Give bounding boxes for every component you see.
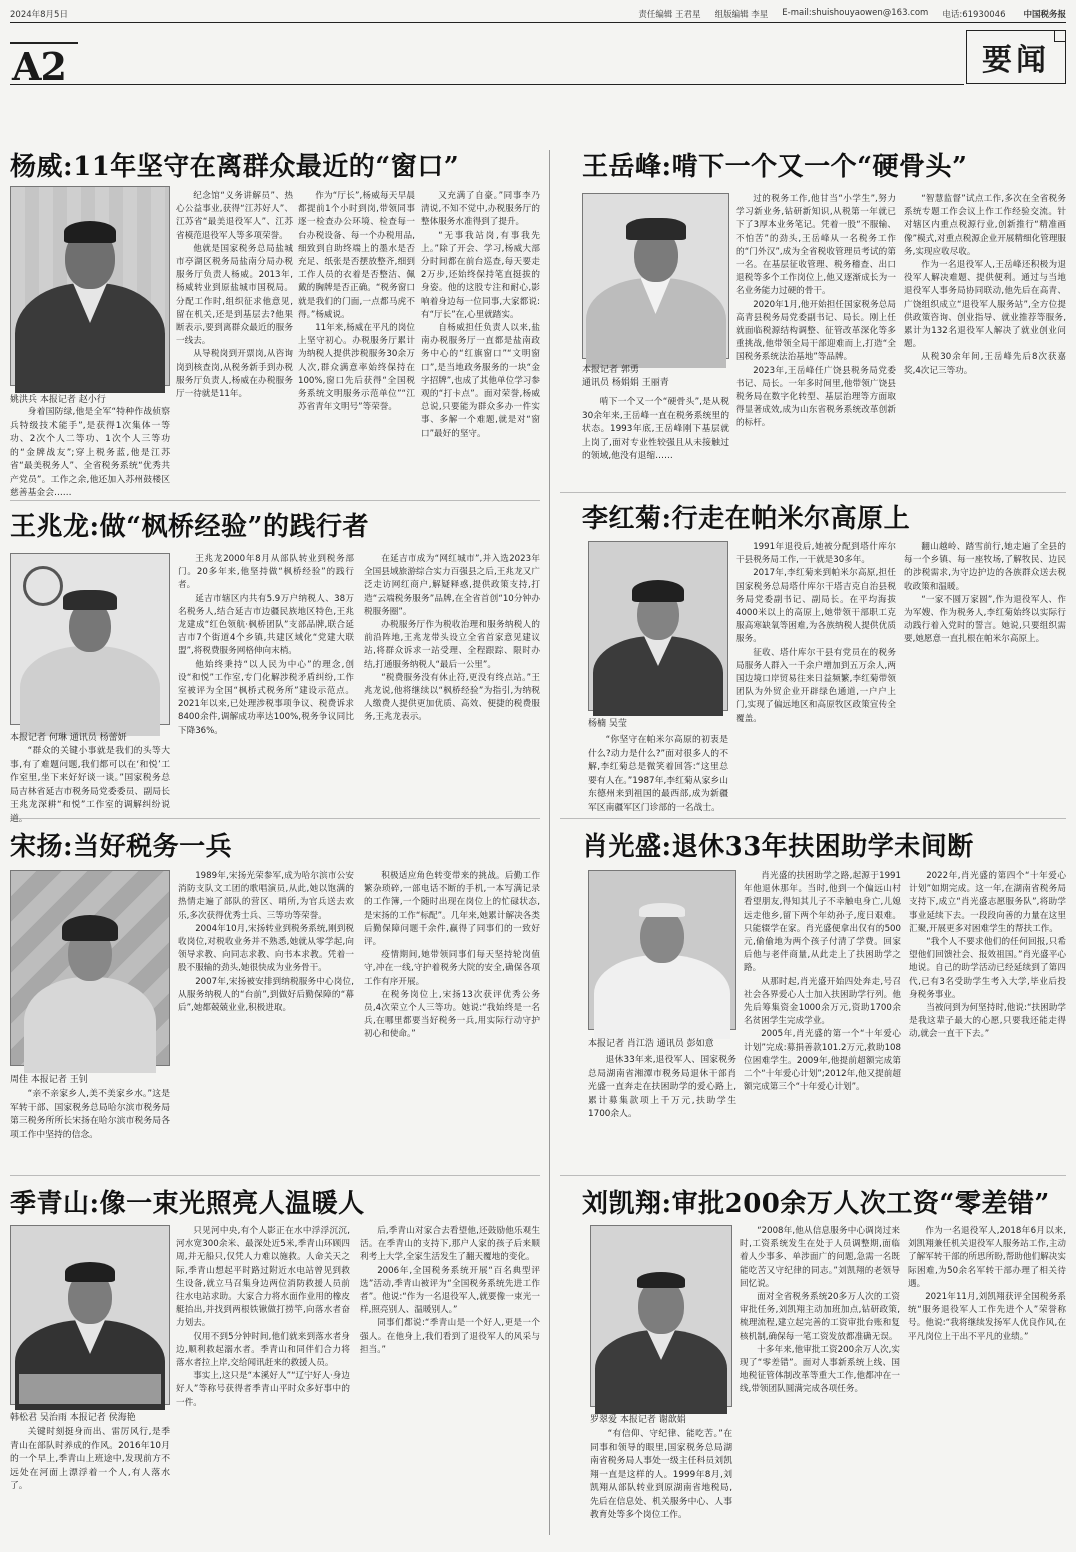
paragraph: 延吉市辖区内共有5.9万户纳税人、38万名税务人,结合延吉市边疆民族地区特色,王兆龙建成“红色领航·枫桥团队”支部品牌,联合延吉市7个街道4个乡镇,共建区域化“党建大联盟”,将税费服务网格伸向末梢。	[178, 593, 354, 657]
article-separator	[10, 818, 540, 819]
portrait-photo-jiqingshan	[10, 1225, 170, 1405]
photo-caption: 本报记者 郭勇 通讯员 杨娟娟 王丽青	[582, 365, 669, 388]
paragraph: 2023年,王岳峰任广饶县税务局党委书记、局长。一年多时间里,他带领广饶县税务局在数字化转型、基层治理等方面取得显著成效,成为山东省税务系统改革创新的标杆。	[736, 365, 896, 429]
paragraph: 作为一名退役军人,王岳峰还积极为退役军人解决难题、提供便利。通过与当地退役军人事务局协同联动,他先后在高青、广饶组织成立“退役军人服务站”,全方位提供政策咨询、创业指导、就业推荐等服务,累计为132名退役军人解决了就业创业问题。	[904, 260, 1066, 350]
paragraph: “一家不圆万家圆”,作为退役军人、作为军嫂、作为税务人,李红菊始终以实际行动践行着入党时的誓言。她说,只要组织需要,她愿意一直扎根在帕米尔高原上。	[904, 594, 1066, 645]
headline-wangyuefeng: 王岳峰:啃下一个又一个“硬骨头”	[582, 152, 968, 182]
paragraph: 在税务岗位上,宋扬13次获评优秀公务员,4次荣立个人三等功。她说:“我始终是一名兵,在哪里都要当好税务一兵,用实际行动守护初心和使命。”	[364, 989, 540, 1040]
portrait-photo-xiaoguangsheng	[588, 870, 736, 1030]
article-lead: “你坚守在帕米尔高原的初衷是什么?动力是什么?”面对很多人的不解,李红菊总是微笑着回答:“这里总要有人在。”1987年,李红菊从家乡山东德州来到祖国的最西部,成为新疆军区南疆军区门诊部的一名战士。	[588, 735, 728, 813]
article-column	[904, 541, 1066, 813]
article-lead: 身着国防绿,他是全军“特种作战侦察兵特级技术能手”,是获得1次集体一等功、2次个人二等功、1次个人三等功的“金牌战友”;穿上税务蓝,他是江苏省“最美税务人”、全省税务系统“优秀共产党员”。工作之余,他还加入苏州鼓楼区慈善基金会……	[10, 407, 170, 498]
paragraph: 他始终秉持“以人民为中心”的理念,创设“和悦”工作室,专门化解涉税矛盾纠纷,工作室被评为全国“枫桥式税务所”建设示范点。2021年以来,已处理涉税事项争议、税费诉求8400余件,调解成功率达100%,税务争议同比下降36%。	[178, 659, 354, 736]
portrait-photo-songyang	[10, 870, 170, 1066]
paragraph: “2008年,他从信息服务中心调岗过来时,工资系统发生在处于人员调整期,面临着人少事多、单涉面广的问题,急需一名既能吃苦又守纪律的同志。”刘凯翔的老领导回忆说。	[740, 1226, 900, 1289]
article-column	[364, 870, 540, 1168]
article-lead: “亲不亲家乡人,美不美家乡水。”这是军转干部、国家税务总局哈尔滨市税务局第三税务所所长宋扬在哈尔滨市税务局各项工作中坚持的信念。	[10, 1089, 170, 1140]
paragraph: 自杨威担任负责人以来,盐南办税服务厅一直都是盐南政务中心的“红旗窗口”“文明窗口”,是当地政务服务的一块“金字招牌”,也成了其他单位学习参观的“打卡点”。面对荣誉,杨威总说,只要能为群众多办一件实事、多解一个难题,就是对“窗口”最好的坚守。	[421, 323, 540, 439]
portrait-photo-yangwei	[10, 186, 170, 386]
paragraph: 当被问到为何坚持时,他说:“扶困助学是我这辈子最大的心愿,只要我还能走得动,就会一直干下去。”	[909, 1003, 1066, 1040]
article-column	[176, 1225, 350, 1535]
section-title-box	[966, 30, 1066, 84]
article-column	[744, 870, 901, 1168]
paragraph: 同事们都说:“季青山是一个好人,更是一个强人。在他身上,我们看到了退役军人的风采与担当。”	[360, 1318, 540, 1355]
paragraph: 事实上,这只是“本溪好人”“辽宁好人·身边好人”等称号获得者季青山平时众多好事中的一件。	[176, 1371, 350, 1408]
paragraph: 后,季青山对家合去看望他,还鼓励他乐观生活。在季青山的支持下,那户人家的孩子后来顺利考上大学,全家生活发生了翻天覆地的变化。	[360, 1226, 540, 1263]
paragraph: 办税服务厅作为税收治理和服务纳税人的前沿阵地,王兆龙带头设立全省首家意见建议站,将群众诉求一站受理、全程跟踪、限时办结,打通服务纳税人“最后一公里”。	[364, 620, 540, 670]
paragraph: 作为一名退役军人,2018年6月以来,刘凯翔兼任机关退役军人服务站工作,主动了解军转干部的所思所盼,帮助他们解决实际困难,为50余名军转干部办理了相关待遇。	[908, 1226, 1066, 1289]
photo-caption: 罗翠爱 本报记者 谢歆娟	[590, 1415, 686, 1425]
page-header-bar	[10, 8, 1066, 20]
photo-caption: 杨楠 吴莹	[588, 719, 627, 729]
paragraph: 从导税岗到开票岗,从咨询岗到核查岗,从税务新手到办税服务厅负责人,杨威在办税服务厅一待就是11年。	[176, 349, 293, 400]
article-column	[364, 553, 540, 811]
paragraph: 2020年1月,他开始担任国家税务总局高青县税务局党委副书记、局长。刚上任就面临税源结构调整、征管改革深化等多重挑战,他带领全局干部迎难而上,打造“全国税务系统法治基地”等品牌。	[736, 299, 896, 363]
section-rule	[10, 84, 964, 85]
article-separator	[560, 818, 1066, 819]
paragraph: 2021年11月,刘凯翔获评全国税务系统“服务退役军人工作先进个人”荣誉称号。他说:“我将继续发扬军人优良作风,在平凡岗位上干出不平凡的业绩。”	[908, 1292, 1066, 1342]
paragraph: 2006年,全国税务系统开展“百名典型评选”活动,季青山被评为“全国税务系统先进工作者”。他说:“作为一名退役军人,就要像一束光一样,照亮别人、温暖别人。”	[360, 1265, 540, 1316]
emblem-icon	[23, 566, 63, 606]
phone: 电话:61930046	[942, 10, 1006, 20]
paragraph: “无事我站岗,有事我先上。”除了开会、学习,杨威大部分时间都在前台巡查,每天要走2万步,还始终保持笔直挺拔的身姿。他的这股专注和耐心,影响着身边每一位同事,大家都说:有“厅长”在,心里就踏实。	[421, 230, 540, 320]
article-column	[908, 1225, 1066, 1535]
paragraph: 十多年来,他审批工资200余万人次,实现了“零差错”。面对人事新系统上线、国地税征管体制改革等重大工作,他都冲在一线,带领团队圆满完成各项任务。	[740, 1344, 900, 1395]
paragraph: 在延吉市成为“网红城市”,并入选2023年全国县域旅游综合实力百强县之后,王兆龙又广泛走访网红商户,解疑释惑,提供政策支持,打造“云端税务服务”品牌,在全省首创“10分钟办税服务圈”。	[364, 554, 540, 617]
paragraph: 他就是国家税务总局盐城市亭湖区税务局盐南分局办税服务厅负责人杨威。2013年,杨威转业到原盐城市国税局。分配工作时,组织征求他意见,留在机关,还是到基层去?他果断表示,要到离群众最近的服务一线去。	[176, 243, 293, 347]
article-column	[909, 870, 1066, 1168]
paragraph: 疫情期间,她带领同事们每天坚持轮岗值守,冲在一线,守护着税务大院的安全,确保各项工作有序开展。	[364, 950, 540, 987]
desk	[19, 1374, 161, 1404]
article-column	[360, 1225, 540, 1535]
headline-wangzhaolong: 王兆龙:做“枫桥经验”的践行者	[10, 512, 370, 542]
paragraph: 2004年10月,宋扬转业到税务系统,刚到税收岗位,对税收业务并不熟悉,她就从零学起,向领导求教、向同志求教、向书本求教。凭着一股不服输的劲头,她很快成为业务骨干。	[178, 923, 354, 974]
photo-caption: 姚洪兵 本报记者 赵小行	[10, 395, 106, 405]
paragraph: 只见河中央,有个人影正在水中浮浮沉沉,河水宽300余米、最深处近5米,季青山环顾四周,并无船只,仅凭人力难以施救。人命关天之际,季青山想起平时路过附近水电站曾见到救生设备,就立马召集身边两位消防救援人员前往水电站求助。大家合力将水面作业用的橡皮艇抬出,并找到两根铁锹做打捞竿,向落水者奋力划去。	[176, 1226, 350, 1329]
paper-name: 中国税务报	[1023, 10, 1066, 20]
paragraph: 仅用不到5分钟时间,他们就来到落水者身边,顺利救起溺水者。季青山和同伴们合力将落水者拉上岸,交给闻讯赶来的救援人员。	[176, 1331, 350, 1369]
photo-caption: 本报记者 肖江浩 通讯员 彭如意	[588, 1039, 714, 1049]
column-divider	[549, 150, 550, 1535]
article-separator	[10, 500, 540, 501]
portrait-photo-lihongju	[588, 541, 728, 711]
paragraph: 2005年,肖光盛的第一个“十年爱心计划”完成:募捐善款101.2万元,救助108位困难学生。2009年,他提前超额完成第二个“十年爱心计划”;2012年,他又提前超额完成第三个“十年爱心计划”。	[744, 1029, 901, 1093]
article-column	[904, 193, 1066, 488]
paragraph: 2022年,肖光盛的第四个“十年爱心计划”如期完成。这一年,在湖南省税务局支持下,成立“肖光盛志愿服务队”,将助学事业延续下去。一段段向善的力量在这里汇聚,开展更多对困难学生的帮扶工作。	[909, 871, 1066, 934]
headline-jiqingshan: 季青山:像一束光照亮人温暖人	[10, 1189, 365, 1219]
photo-caption: 周佳 本报记者 王钊	[10, 1075, 88, 1085]
paragraph: 1991年退役后,她被分配到塔什库尔干县税务局工作,一干就是30多年。	[736, 542, 896, 566]
article-lead: 退休33年来,退役军人、国家税务总局湖南省湘潭市税务局退休干部肖光盛一直奔走在扶困助学的爱心路上,累计募集款项上千万元,扶助学生1700余人。	[588, 1055, 736, 1119]
headline-liukaixiang: 刘凯翔:审批200余万人次工资“零差错”	[582, 1189, 1050, 1219]
paragraph: 积极适应角色转变带来的挑战。后勤工作繁杂琐碎,一部电话不断的手机,一本写满记录的工作簿,一个随时出现在岗位上的忙碌状态,是宋扬的工作“标配”。几年来,她累计解决各类后勤保障问题千余件,赢得了同事们的一致好评。	[364, 871, 540, 948]
paragraph: 2007年,宋扬被安排到纳税服务中心岗位,从服务纳税人的“台前”,到做好后勤保障的“幕后”,她都兢兢业业,积极进取。	[178, 976, 354, 1014]
header-rule	[10, 22, 1066, 23]
issue-date: 2024年8月5日	[10, 10, 68, 20]
headline-yangwei: 杨威:11年坚守在离群众最近的“窗口”	[10, 152, 460, 182]
article-separator	[560, 492, 1066, 493]
article-lead: 啃下一个又一个“硬骨头”,是从税30余年来,王岳峰一直在税务系统里的状态。1993年底,王岳峰刚下基层就上岗了,面对专业性较强且从未接触过的领域,他没有退缩……	[582, 397, 729, 461]
article-lead: “群众的关键小事就是我们的头等大事,有了难题问题,我们都可以在‘和悦’工作室里,坐下来好好谈一谈。”国家税务总局吉林省延吉市税务局党委委员、副局长王兆龙深耕“和悦”工作室的调解纠纷说道。	[10, 746, 170, 824]
corner-ornament	[1054, 30, 1066, 42]
article-column	[421, 190, 540, 492]
editor-info	[638, 8, 1005, 20]
article-column	[178, 553, 354, 811]
page-number: A2	[12, 44, 66, 89]
article-column	[298, 190, 415, 492]
chief-editor: 责任编辑 王君星	[638, 10, 701, 20]
photo-caption: 韩松君 吴治雨 本报记者 侯海艳	[10, 1413, 136, 1423]
paragraph: “税费服务没有休止符,更没有终点站。”王兆龙说,他将继续以“枫桥经验”为指引,为纳税人缴费人提供更加优质、高效、便捷的税费服务,王兆龙表示。	[364, 672, 540, 723]
article-separator	[560, 1175, 1066, 1176]
photo-caption: 本报记者 何琳 通讯员 杨蕾妍	[10, 733, 127, 743]
paragraph: 纪念馆“义务讲解员”、热心公益事业,获得“江苏好人”、江苏省“最美退役军人”、江苏省模范退役军人等多项荣誉。	[176, 191, 293, 241]
article-column	[176, 190, 293, 492]
paragraph: 作为“厅长”,杨威每天早晨都提前1个小时到岗,带领同事逐一检查办公环境、检查每一台办税设备、每一个办税用品,细致到自助终端上的墨水是否充足、纸张是否摆放整齐,细到工作人员的衣着是否整洁、佩戴的胸牌是否正确。“税务窗口就是我们的门面,一点都马虎不得。”杨威说。	[298, 191, 415, 320]
paragraph: 翻山越岭、踏雪前行,她走遍了全县的每一个乡镇、每一座牧场,了解牧民、边民的涉税需求,为守边护边的各族群众送去税收政策和温暖。	[904, 542, 1066, 592]
article-column	[178, 870, 354, 1168]
article-separator	[10, 1175, 540, 1176]
headline-xiaoguangsheng: 肖光盛:退休33年扶困助学未间断	[582, 832, 974, 862]
paragraph: 又充满了自豪。”同事李乃清说,不知不觉中,办税服务厅的整体服务水准得到了提升。	[421, 191, 540, 228]
article-lead: 关键时刻挺身而出、雷厉风行,是季青山在部队时养成的作风。2016年10月的一个早上,季青山上班途中,发现前方不远处在河面上漂浮着一个人,有人落水了。	[10, 1427, 170, 1491]
portrait-photo-wangyuefeng	[582, 193, 729, 359]
email[interactable]: E-mail:shuishouyaowen@163.com	[782, 8, 929, 18]
paragraph: 2017年,李红菊来到帕米尔高原,担任国家税务总局塔什库尔干塔吉克自治县税务局党委副书记、副局长。在平均海拔4000米以上的高原上,她带领干部职工克服高寒缺氧等困难,为各族纳税人提供优质服务。	[736, 568, 896, 645]
paragraph: 王兆龙2000年8月从部队转业到税务部门。20多年来,他坚持做“枫桥经验”的践行者。	[178, 554, 354, 591]
headline-songyang: 宋扬:当好税务一兵	[10, 832, 233, 862]
paragraph: 征收、塔什库尔干县有党员在的税务局服务人群入一千余户增加到五万余人,两国边境口岸贸易往来日益频繁,李红菊带领团队为外贸企业开辟绿色通道,一户户上门,实现了偏远地区和高原牧区政策宣传全覆盖。	[736, 647, 896, 724]
paragraph: “智慧监督”试点工作,多次在全省税务系统专题工作会议上作工作经验交流。针对辖区内重点税源行业,创新推行“精准画像”模式,对重点税源企业开展精细化管理服务,实现应收尽收。	[904, 194, 1066, 257]
layout-editor: 组版编辑 李星	[714, 10, 769, 20]
article-lead: “有信仰、守纪律、能吃苦。”在同事和领导的眼里,国家税务总局湖南省税务局人事处一级主任科员刘凯翔一直是这样的人。1999年8月,刘凯翔从部队转业到原湖南省地税局,先后在信息处、机关服务中心、人事教育处等多个岗位工作。	[590, 1429, 732, 1520]
paragraph: 从税30余年间,王岳峰先后8次获嘉奖,4次记三等功。	[904, 352, 1066, 376]
paragraph: 从那时起,肖光盛开始四处奔走,号召社会各界爱心人士加入扶困助学行列。他先后筹集资金1000余万元,资助1700余名贫困学生完成学业。	[744, 976, 901, 1027]
article-column	[736, 193, 896, 488]
paragraph: “我个人不要求他们的任何回报,只希望他们回馈社会、报效祖国。”肖光盛平心地说。自己的助学活动已经延续到了第四代,已有3名受助学生考入大学,毕业后投身税务事业。	[909, 937, 1066, 1000]
article-column	[736, 541, 896, 813]
section-title: 要闻	[982, 43, 1050, 78]
paragraph: 1989年,宋扬光荣参军,成为哈尔滨市公安消防支队文工团的歌唱演员,从此,她以饱满的热情走遍了部队的营区、哨所,为官兵送去欢乐,多次获得优秀士兵、三等功等荣誉。	[178, 871, 354, 921]
paragraph: 肖光盛的扶困助学之路,起源于1991年他退休那年。当时,他到一个偏远山村看望朋友,得知其儿子不幸触电身亡,儿媳远走他乡,留下两个年幼孙子,度日艰难。只能辍学在家。肖光盛便拿出仅有的500元,偷偷地为两个孩子付清了学费。回家后他与老伴商量,从此走上了扶困助学之路。	[744, 871, 901, 974]
paragraph: 过的税务工作,他甘当“小学生”,努力学习新业务,钻研新知识,从税第一年就已下了3厚本业务笔记。凭着一股“不服输、不怕苦”的劲头,王岳峰从一名税务工作的“门外汉”,成为全省税收管理员考试的第一名。在基层征收管理、税务稽查、出口退税等多个工作岗位上,他又逐渐成长为一名业务能力过硬的骨干。	[736, 194, 896, 297]
portrait-photo-wangzhaolong	[10, 553, 170, 725]
headline-lihongju: 李红菊:行走在帕米尔高原上	[582, 504, 911, 534]
paragraph: 面对全省税务系统20多万人次的工资审批任务,刘凯翔主动加班加点,钻研政策,梳理流程,建立起完善的工资审批台账和复核机制,确保每一笔工资发放都准确无误。	[740, 1292, 900, 1342]
portrait-photo-liukaixiang	[590, 1225, 732, 1407]
article-column	[740, 1225, 900, 1535]
paragraph: 11年来,杨威在平凡的岗位上坚守初心。办税服务厅累计为纳税人提供涉税服务30余万人次,群众满意率始终保持在100%,窗口先后获得“全国税务系统文明服务示范单位”“江苏省青年文明号”等荣誉。	[298, 323, 415, 413]
